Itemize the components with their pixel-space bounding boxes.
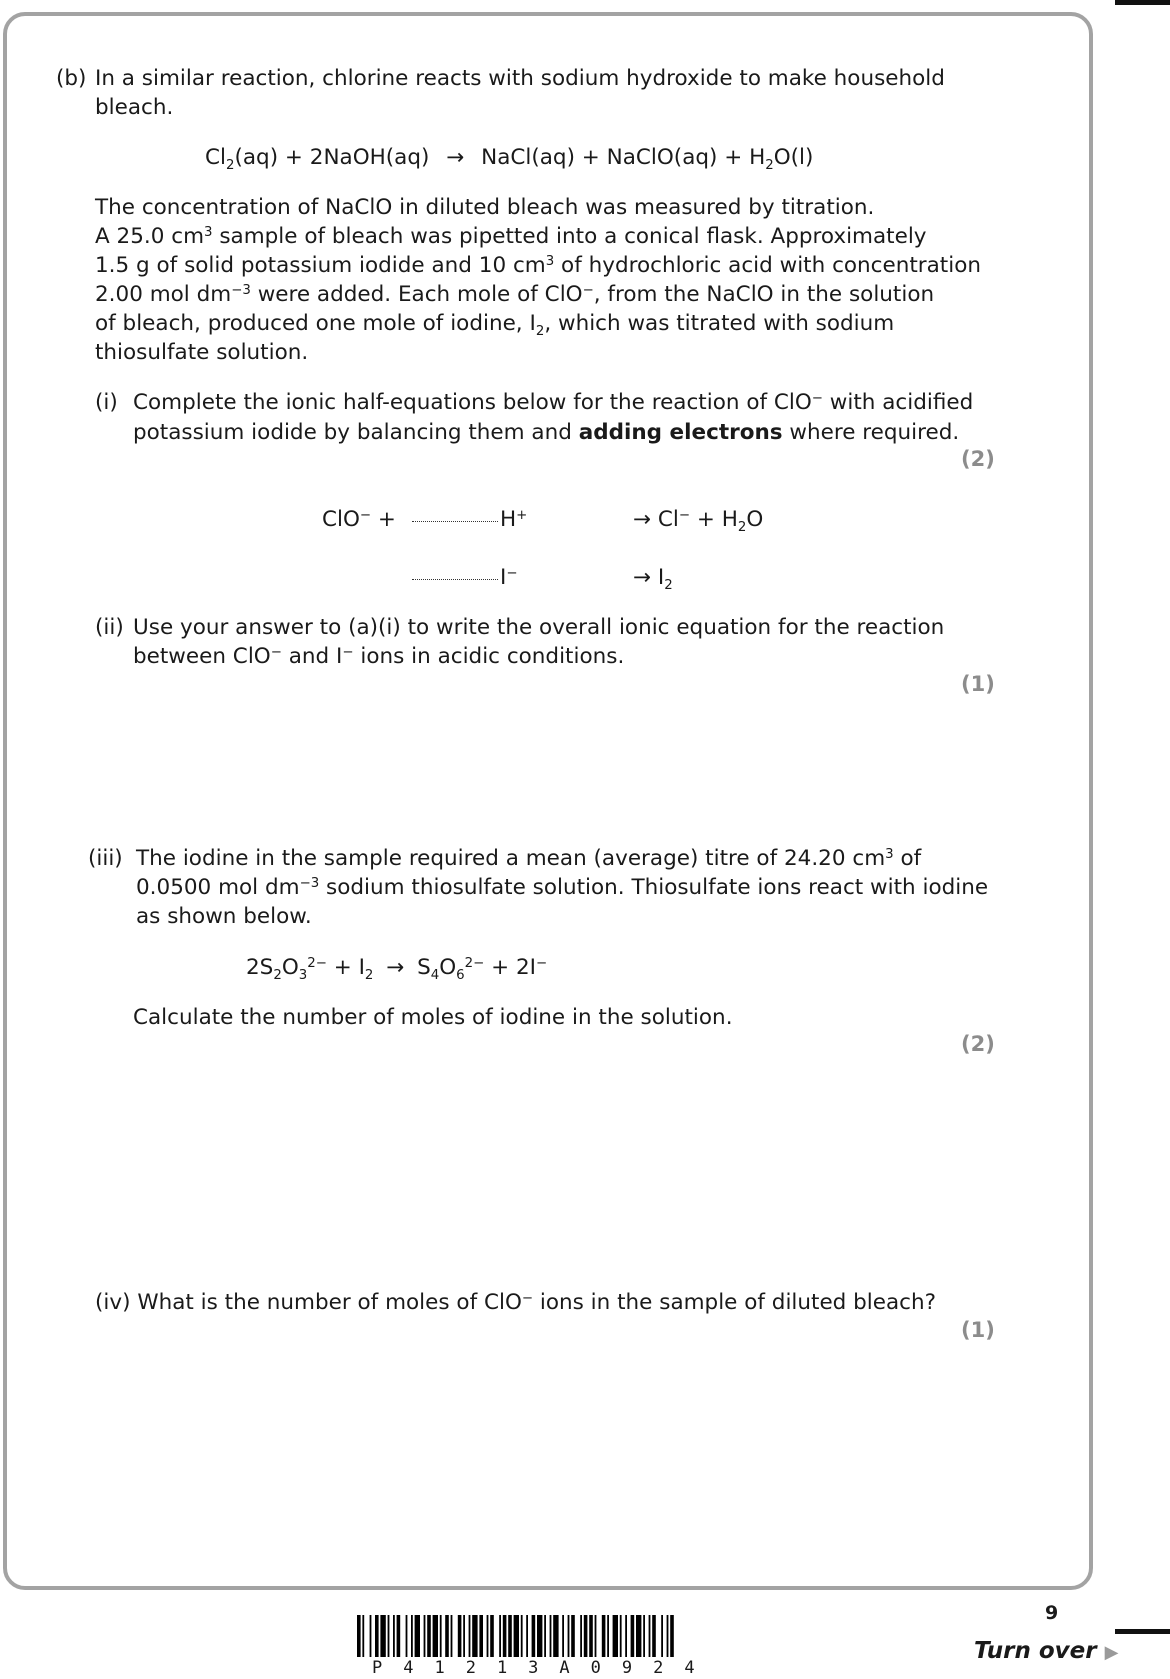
q-iv-label: (iv)	[95, 1290, 131, 1315]
q-ii-line2: between ClO− and I− ions in acidic conditions.	[133, 644, 625, 669]
q-i-line1: Complete the ionic half-equations below for the reaction of ClO− with acidified	[133, 390, 974, 415]
coefficient-blank	[412, 520, 498, 522]
para-line1: The concentration of NaClO in diluted bleach was measured by titration.	[95, 195, 875, 220]
half-eq1-h-blank[interactable]: H+	[412, 505, 527, 534]
half-eq1-rhs: → $Cl^- + H_2O$	[633, 507, 764, 535]
barcode-text: P41213A0924	[372, 1658, 716, 1678]
part-b-intro-line1: In a similar reaction, chlorine reacts with sodium hydroxide to make household	[95, 66, 945, 91]
half-eq2-i-blank[interactable]: I−	[412, 563, 518, 592]
para-line6: thiosulfate solution.	[95, 340, 309, 365]
thiosulfate-equation: $2S_2O_3^{2-} + I_2 \to S_4O_6^{2-} + 2I^-$	[246, 955, 548, 983]
q-iv-marks: (1)	[961, 1318, 995, 1342]
q-iii-line1: The iodine in the sample required a mean (average) titre of 24.20 $cm^3$ of	[136, 846, 922, 871]
part-b-intro-line2: bleach.	[95, 95, 174, 120]
q-i-line2: potassium iodide by balancing them and adding electrons where required.	[133, 420, 960, 445]
q-iii-calc-prompt: Calculate the number of moles of iodine in the solution.	[133, 1005, 733, 1030]
part-b-label: (b)	[56, 66, 87, 91]
q-i-label: (i)	[95, 390, 118, 415]
para-line3: 1.5 g of solid potassium iodide and 10 $cm^3$ of hydrochloric acid with concentration	[95, 253, 981, 278]
q-ii-marks: (1)	[961, 672, 995, 696]
para-line4: 2.00 mol $dm^{-3}$ were added. Each mole of ClO−, from the NaClO in the solution	[95, 282, 935, 307]
q-iv-question: (iv) What is the number of moles of ClO− ions in the sample of diluted bleach?	[95, 1290, 937, 1315]
q-iii-line3: as shown below.	[136, 904, 312, 929]
q-ii-line1: Use your answer to (a)(i) to write the overall ionic equation for the reaction	[133, 615, 945, 640]
q-ii-label: (ii)	[95, 615, 124, 640]
para-line2: A 25.0 $cm^3$ sample of bleach was pipetted into a conical flask. Approximately	[95, 224, 927, 249]
q-iii-label: (iii)	[88, 846, 123, 871]
page-number: 9	[1045, 1602, 1059, 1624]
q-iii-marks: (2)	[961, 1032, 995, 1056]
bleach-equation: $Cl_2(aq)$ + 2NaOH(aq) → NaCl(aq) + NaClO(aq) + $H_2O(l)$	[205, 145, 814, 173]
q-iii-line2: 0.0500 mol $dm^{-3}$ sodium thiosulfate solution. Thiosulfate ions react with iodine	[136, 875, 989, 900]
half-eq2-rhs: → $I_2$	[633, 565, 673, 593]
q-iii-answer-space[interactable]	[133, 1065, 993, 1265]
q-i-marks: (2)	[961, 447, 995, 471]
para-line5: of bleach, produced one mole of iodine, $I_2$, which was titrated with sodium	[95, 311, 895, 339]
turn-over: Turn over ▶	[974, 1638, 1119, 1664]
margin-bar-top	[1115, 0, 1170, 5]
triangle-right-icon: ▶	[1104, 1642, 1119, 1663]
coefficient-blank	[412, 578, 498, 580]
barcode-icon	[357, 1615, 775, 1661]
q-ii-answer-space[interactable]	[133, 700, 993, 830]
margin-bar-bottom	[1115, 1629, 1170, 1634]
q-iv-answer-space[interactable]	[133, 1350, 993, 1570]
half-eq1-lhs: ClO− +	[322, 507, 396, 532]
reaction-arrow: →	[446, 145, 465, 170]
